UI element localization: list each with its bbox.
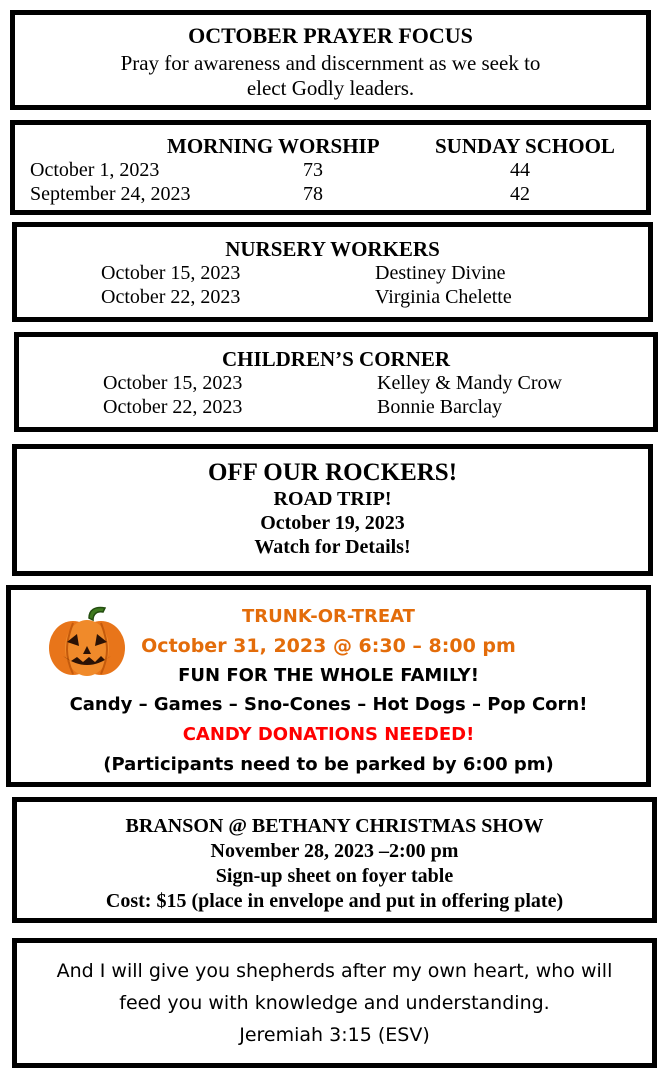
branson-title: BRANSON @ BETHANY CHRISTMAS SHOW [125,815,544,837]
scripture-verse-box [12,938,657,1068]
trunk-activities: Candy – Games – Sno-Cones – Hot Dogs – Pop Corn! [69,694,588,715]
childrens-name-1: Kelley & Mandy Crow [377,372,562,394]
trunk-or-treat-box [6,585,651,787]
attendance-worship-2: 78 [303,183,323,205]
childrens-date-1: October 15, 2023 [103,372,243,394]
off-our-rockers-box [12,444,653,576]
branson-show-box [12,797,657,923]
trunk-title: TRUNK-OR-TREAT [242,606,415,627]
childrens-date-2: October 22, 2023 [103,396,243,418]
trunk-parking: (Participants need to be parked by 6:00 pm) [103,754,554,775]
prayer-focus-body [55,51,606,101]
rockers-date: October 19, 2023 [260,512,405,534]
rockers-title: OFF OUR ROCKERS! [207,459,458,486]
rockers-road-trip: ROAD TRIP! [273,488,392,510]
attendance-date-2: September 24, 2023 [30,183,191,205]
prayer-focus-line-2: elect Godly leaders. [246,76,415,100]
trunk-donations: CANDY DONATIONS NEEDED! [182,724,475,745]
sunday-school-header: SUNDAY SCHOOL [435,134,615,158]
trunk-family: FUN FOR THE WHOLE FAMILY! [178,665,479,686]
childrens-name-2: Bonnie Barclay [377,396,502,418]
childrens-corner-box [14,332,658,432]
nursery-workers-title: NURSERY WORKERS [225,237,440,261]
nursery-name-1: Destiney Divine [375,262,506,284]
nursery-date-2: October 22, 2023 [101,286,241,308]
verse-line-1: And I will give you shepherds after my own heart, who will [56,960,613,982]
nursery-name-2: Virginia Chelette [375,286,512,308]
attendance-school-2: 42 [510,183,530,205]
branson-signup: Sign-up sheet on foyer table [215,865,454,887]
nursery-date-1: October 15, 2023 [101,262,241,284]
attendance-school-1: 44 [510,159,530,181]
rockers-details: Watch for Details! [254,536,411,558]
branson-cost: Cost: $15 (place in envelope and put in offering plate) [105,890,564,912]
branson-date-time: November 28, 2023 –2:00 pm [210,840,459,862]
prayer-focus-title: OCTOBER PRAYER FOCUS [188,23,473,48]
morning-worship-header: MORNING WORSHIP [167,134,380,158]
attendance-date-1: October 1, 2023 [30,159,160,181]
trunk-date-time: October 31, 2023 @ 6:30 – 8:00 pm [141,635,516,657]
nursery-workers-box [12,222,653,322]
prayer-focus-box [10,10,651,110]
prayer-focus-line-1: Pray for awareness and discernment as we seek to [120,51,541,75]
childrens-corner-title: CHILDREN’S CORNER [221,347,451,371]
attendance-box [10,120,651,215]
attendance-worship-1: 73 [303,159,323,181]
verse-line-2: feed you with knowledge and understanding. [119,992,550,1014]
verse-reference: Jeremiah 3:15 (ESV) [239,1024,430,1046]
